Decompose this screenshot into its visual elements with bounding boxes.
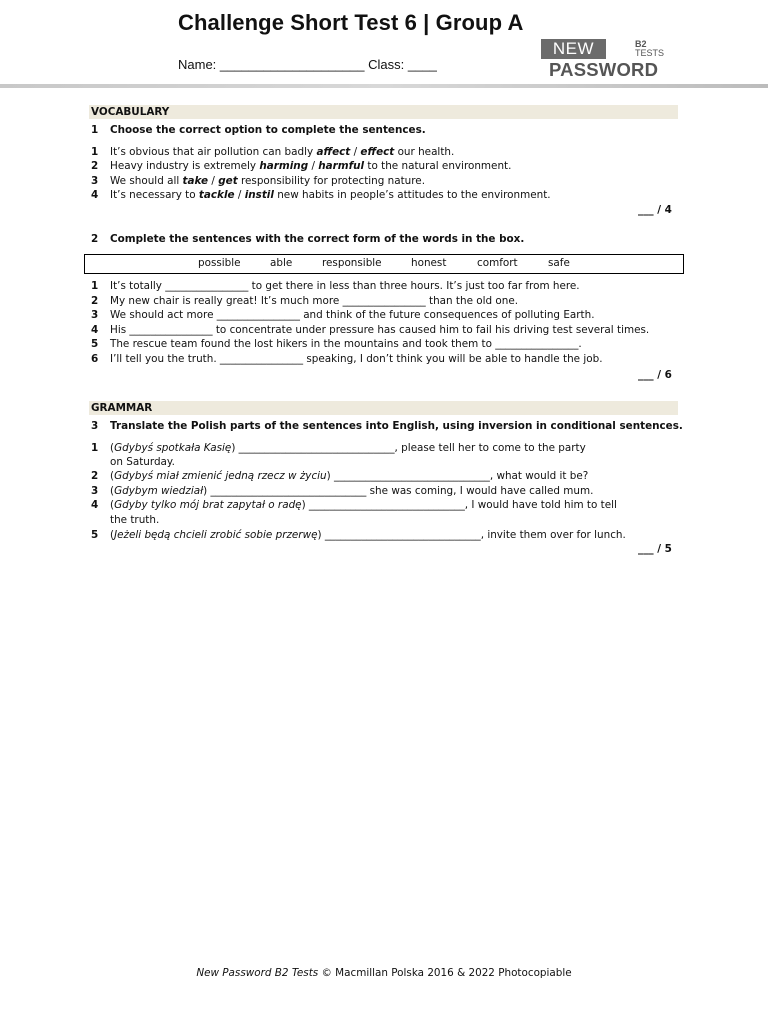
footer-copyright: © Macmillan Polska 2016 & 2022 Photocopiable (318, 967, 572, 979)
ex2-item: 6 I’ll tell you the truth. ________________ speaking, I don’t think you will be able to handle the job. (91, 353, 603, 365)
sentence-with-blank[interactable]: It’s totally ________________ to get there in less than three hours. It’s just too far from here. (110, 280, 580, 292)
sentence-with-blank[interactable]: My new chair is really great! It’s much more ________________ than the old one. (110, 295, 519, 307)
option[interactable]: affect (316, 146, 351, 158)
exercise-3-instruction: 3 Translate the Polish parts of the sentences into English, using inversion in conditional sentences. (91, 420, 683, 432)
section-vocabulary (89, 105, 678, 119)
ex3-item-continuation: the truth. (110, 514, 160, 526)
option[interactable]: harmful (318, 160, 365, 172)
word-box (84, 254, 684, 274)
option[interactable]: tackle (198, 189, 235, 201)
ex1-item: 2 Heavy industry is extremely harming / harmful to the natural environment. (91, 160, 512, 172)
ex3-item: 5 (Jeżeli będą chcieli zrobić sobie przerwę) ______________________________, invite them over for lunch. (91, 529, 626, 541)
header-divider (0, 84, 768, 88)
sentence-with-blank[interactable]: We should act more ________________ and think of the future consequences of polluting Earth. (110, 309, 595, 321)
word: safe (548, 257, 570, 269)
class-label: Class: (368, 57, 405, 72)
sentence-with-blank[interactable]: ______________________________, I would have told him to tell (305, 499, 617, 511)
ex3-item: 3 (Gdybym wiedział) ______________________________ she was coming, I would have called mum. (91, 485, 594, 497)
option[interactable]: instil (244, 189, 274, 201)
section-heading: VOCABULARY (91, 106, 170, 118)
ex3-item: 2 (Gdybyś miał zmienić jedną rzecz w życiu) ______________________________, what would it be? (91, 470, 589, 482)
sentence-with-blank[interactable]: ______________________________, what would it be? (330, 470, 589, 482)
ex2-item: 5 The rescue team found the lost hikers in the mountains and took them to ________________. (91, 338, 582, 350)
name-field[interactable]: ____________________ (219, 57, 365, 72)
footer-book-title: New Password B2 Tests (196, 967, 319, 979)
sentence-with-blank[interactable]: I’ll tell you the truth. ________________ speaking, I don’t think you will be able to handle the job. (110, 353, 603, 365)
page-footer (0, 967, 768, 979)
word: responsible (322, 257, 382, 269)
word: able (270, 257, 293, 269)
sentence-with-blank[interactable]: ______________________________, invite them over for lunch. (321, 529, 626, 541)
exercise-1-instruction: 1 Choose the correct option to complete the sentences. (91, 124, 426, 136)
word: honest (411, 257, 447, 269)
class-field[interactable]: ____ (407, 57, 437, 72)
page-title: Challenge Short Test 6 | Group A (178, 10, 524, 35)
option[interactable]: take (182, 175, 209, 187)
score-ex3[interactable]: ___ / 5 (638, 543, 672, 555)
ex2-item: 2 My new chair is really great! It’s much more ________________ than the old one. (91, 295, 519, 307)
section-heading: GRAMMAR (91, 402, 153, 414)
new-password-logo (541, 39, 666, 81)
ex1-item: 1 It’s obvious that air pollution can badly affect / effect our health. (91, 146, 455, 158)
name-label: Name: (178, 57, 217, 72)
word: comfort (477, 257, 518, 269)
ex2-item: 4 His ________________ to concentrate under pressure has caused him to fail his driving test several times. (91, 324, 650, 336)
word: possible (198, 257, 241, 269)
score-ex1[interactable]: ___ / 4 (638, 204, 672, 216)
ex2-item: 1 It’s totally ________________ to get there in less than three hours. It’s just too far from here. (91, 280, 580, 292)
ex1-item: 3 We should all take / get responsibility for protecting nature. (91, 175, 426, 187)
ex1-item: 4 It’s necessary to tackle / instil new habits in people’s attitudes to the environment. (91, 189, 551, 201)
ex3-item: 4 (Gdyby tylko mój brat zapytał o radę) ______________________________, I would have told him to tell (91, 499, 617, 511)
logo-password: PASSWORD (549, 59, 659, 80)
option[interactable]: get (218, 175, 238, 187)
exercise-2-instruction: 2 Complete the sentences with the correct form of the words in the box. (91, 233, 525, 245)
ex3-item-continuation: on Saturday. (110, 456, 175, 468)
section-grammar (89, 401, 678, 415)
option[interactable]: harming (259, 160, 309, 172)
sentence-with-blank[interactable]: ______________________________, please tell her to come to the party (235, 442, 586, 454)
logo-tests: TESTS (635, 48, 665, 58)
logo-level: B2 (635, 39, 647, 49)
option[interactable]: effect (360, 146, 395, 158)
ex2-item: 3 We should act more ________________ and think of the future consequences of polluting Earth. (91, 309, 595, 321)
ex3-item: 1 (Gdybyś spotkała Kasię) ______________________________, please tell her to come to the party (91, 442, 586, 454)
logo-new: NEW (541, 39, 606, 59)
name-class-row (178, 57, 437, 72)
sentence-with-blank[interactable]: ______________________________ she was coming, I would have called mum. (207, 485, 594, 497)
score-ex2[interactable]: ___ / 6 (638, 369, 672, 381)
sentence-with-blank[interactable]: His ________________ to concentrate under pressure has caused him to fail his driving test several times. (110, 324, 650, 336)
sentence-with-blank[interactable]: The rescue team found the lost hikers in the mountains and took them to ________________. (110, 338, 582, 350)
